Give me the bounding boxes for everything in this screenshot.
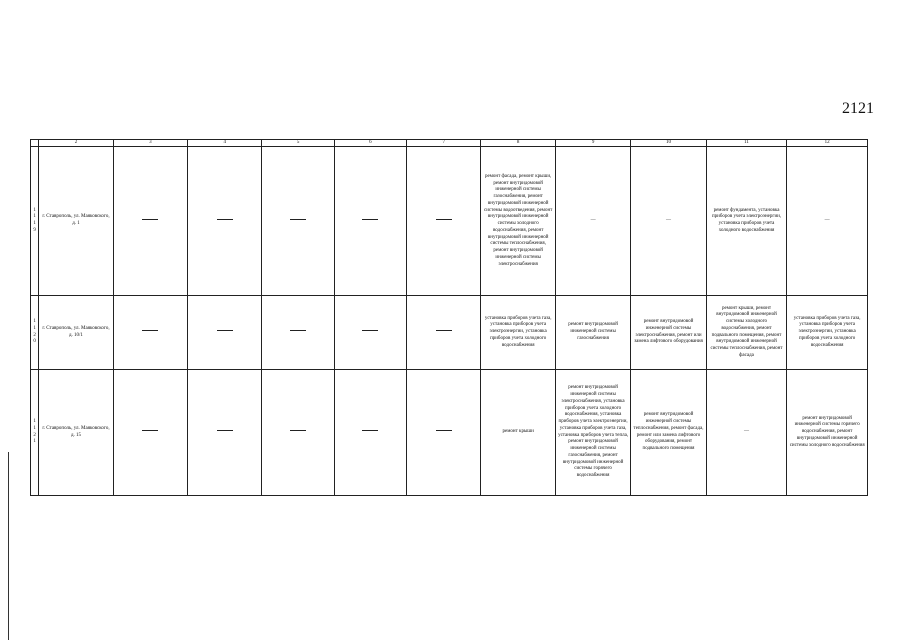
empty-dash-cell bbox=[407, 296, 481, 370]
row-number: 1119 bbox=[31, 147, 39, 296]
empty-dash-cell bbox=[262, 296, 334, 370]
col-header-3: 3 bbox=[113, 140, 187, 147]
empty-dash-cell bbox=[188, 296, 262, 370]
row-address: г. Ставрополь, ул. Маяковского, д. 1 bbox=[39, 147, 113, 296]
empty-dash-cell bbox=[113, 370, 187, 496]
works-cell-9: ремонт внутридомовой инженерной системы газоснабжения bbox=[555, 296, 630, 370]
works-cell-10: — bbox=[631, 147, 706, 296]
program-table bbox=[30, 139, 868, 496]
col-header-5: 5 bbox=[262, 140, 334, 147]
margin-line bbox=[8, 452, 9, 640]
works-cell-9: ремонт внутридомовой инженерной системы электроснабжения, установка приборов учета холодного водоснабжения, установка приборов учета электроэнергии, установка приборов учета газа, установка приборов учета тепла, ремонт внутридомовой инженерной системы газоснабжения, ремонт внутридомовой инженерной системы горячего водоснабжения bbox=[555, 370, 630, 496]
works-cell-12: установка приборов учета газа, установка приборов учета электроэнергии, установка приборов учета холодного водоснабжения bbox=[787, 296, 868, 370]
empty-dash-cell bbox=[334, 147, 406, 296]
row-number: 1120 bbox=[31, 296, 39, 370]
empty-dash-cell bbox=[113, 147, 187, 296]
works-cell-12: ремонт внутридомовой инженерной системы горячего водоснабжения, ремонт внутридомовой инженерной системы холодного водоснабжения bbox=[787, 370, 868, 496]
works-cell-12: — bbox=[787, 147, 868, 296]
empty-dash-cell bbox=[188, 370, 262, 496]
table-row bbox=[31, 296, 868, 370]
empty-dash-cell bbox=[188, 147, 262, 296]
col-header-11: 11 bbox=[706, 140, 787, 147]
col-header-1 bbox=[31, 140, 39, 147]
works-cell-10: ремонт внутридомовой инженерной системы теплоснабжения, ремонт фасада, ремонт или замена лифтового оборудования, ремонт подвального помещения bbox=[631, 370, 706, 496]
col-header-4: 4 bbox=[188, 140, 262, 147]
works-cell-11: — bbox=[706, 370, 787, 496]
col-header-6: 6 bbox=[334, 140, 406, 147]
empty-dash-cell bbox=[334, 370, 406, 496]
empty-dash-cell bbox=[407, 147, 481, 296]
page-number: 2121 bbox=[842, 100, 874, 117]
works-cell-8: ремонт крыши bbox=[481, 370, 555, 496]
table-row bbox=[31, 147, 868, 296]
row-address: г. Ставрополь, ул. Маяковского, д. 10/1 bbox=[39, 296, 113, 370]
works-cell-8: установка приборов учета газа, установка приборов учета электроэнергии, установка приборов учета холодного водоснабжения bbox=[481, 296, 555, 370]
works-cell-11: ремонт крыши, ремонт внутридомовой инженерной системы холодного водоснабжения, ремонт подвального помещения, ремонт внутридомовой инженерной системы теплоснабжения, ремонт фасада bbox=[706, 296, 787, 370]
works-cell-11: ремонт фундамента, установка приборов учета электроэнергии, установка приборов учета холодного водоснабжения bbox=[706, 147, 787, 296]
col-header-7: 7 bbox=[407, 140, 481, 147]
empty-dash-cell bbox=[262, 147, 334, 296]
row-number: 1121 bbox=[31, 370, 39, 496]
works-cell-10: ремонт внутридомовой инженерной системы электроснабжения, ремонт или замена лифтового оборудования bbox=[631, 296, 706, 370]
empty-dash-cell bbox=[262, 370, 334, 496]
col-header-2: 2 bbox=[39, 140, 113, 147]
col-header-10: 10 bbox=[631, 140, 706, 147]
works-cell-9: — bbox=[555, 147, 630, 296]
col-header-9: 9 bbox=[555, 140, 630, 147]
empty-dash-cell bbox=[113, 296, 187, 370]
column-number-row bbox=[31, 140, 868, 147]
empty-dash-cell bbox=[407, 370, 481, 496]
row-address: г. Ставрополь, ул. Маяковского, д. 15 bbox=[39, 370, 113, 496]
col-header-8: 8 bbox=[481, 140, 555, 147]
works-cell-8: ремонт фасада, ремонт крыши, ремонт внутридомовой инженерной системы газоснабжения, ремонт внутридомовой инженерной системы водоотведения, ремонт внутридомовой инженерной системы холодного водоснабжения, ремонт внутридомовой инженерной системы теплоснабжения, ремонт внутридомовой инженерной системы электроснабжения bbox=[481, 147, 555, 296]
table-row bbox=[31, 370, 868, 496]
empty-dash-cell bbox=[334, 296, 406, 370]
col-header-12: 12 bbox=[787, 140, 868, 147]
